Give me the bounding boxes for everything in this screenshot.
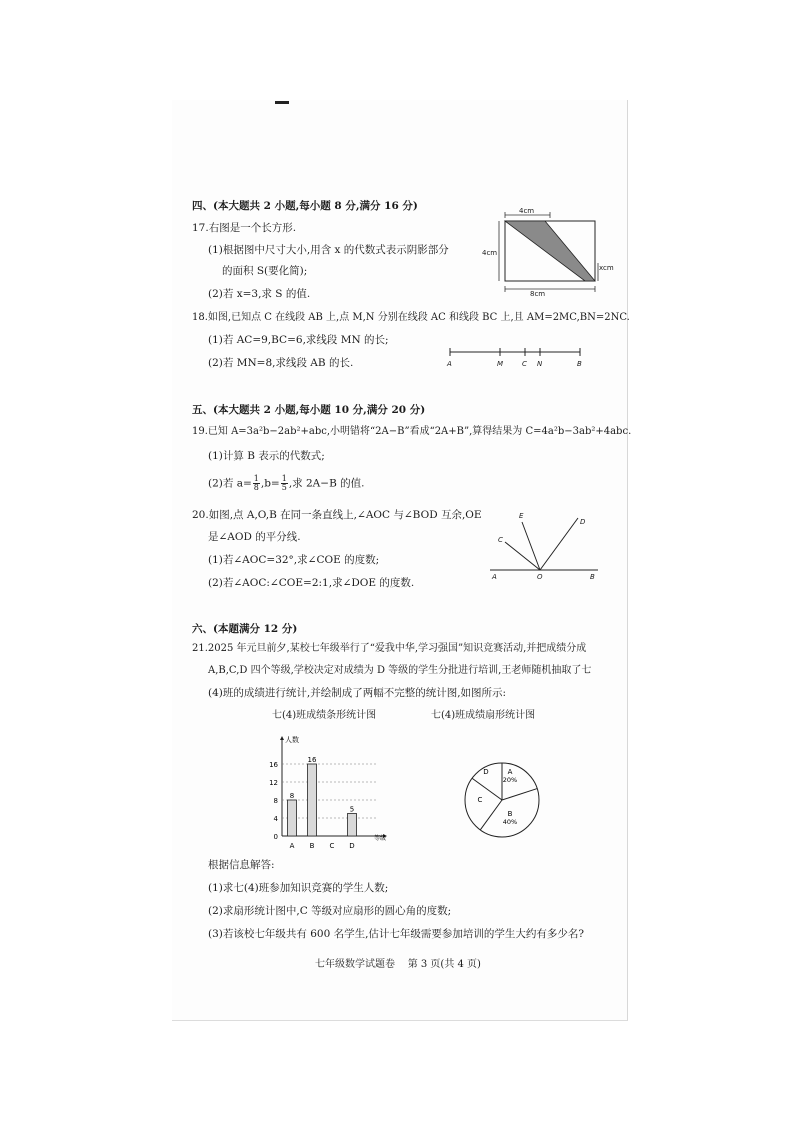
q21-part1: (1)求七(4)班参加知识竞赛的学生人数; <box>208 882 389 894</box>
q20-point-b: B <box>590 573 595 581</box>
x-tick-label: B <box>309 842 315 850</box>
y-axis-arrow <box>280 736 284 740</box>
q21-line3: (4)班的成绩进行统计,并绘制成了两幅不完整的统计图,如图所示: <box>208 687 507 699</box>
q18-point-a: A <box>447 360 452 368</box>
q18-point-b: B <box>577 360 582 368</box>
section-4-header: 四、(本大题共 2 小题,每小题 8 分,满分 16 分) <box>192 200 418 212</box>
q20-point-a: A <box>492 573 497 581</box>
q20-part1: (1)若∠AOC=32°,求∠COE 的度数; <box>208 554 380 566</box>
pie-chart-title: 七(4)班成绩扇形统计图 <box>431 710 536 721</box>
q17-label-left: 4cm <box>482 249 498 257</box>
y-tick-label: 4 <box>273 815 278 823</box>
q18-point-c: C <box>522 360 527 368</box>
bar-value-label: 5 <box>349 805 355 814</box>
q18-point-n: N <box>537 360 543 368</box>
q20-angle-figure <box>488 510 603 580</box>
q21-line2: A,B,C,D 四个等级,学校决定对成绩为 D 等级的学生分批进行培训,王老师随机抽取了七 <box>208 665 592 676</box>
bar-value-label: 16 <box>307 756 317 764</box>
y-tick-label: 8 <box>273 797 278 805</box>
q21-part3: (3)若该校七年级共有 600 名学生,估计七年级需要参加培训的学生大约有多少名? <box>208 928 585 940</box>
q17-label-top: 4cm <box>519 207 535 215</box>
q18-part2: (2)若 MN=8,求线段 AB 的长. <box>208 357 354 369</box>
q21-part2: (2)求扇形统计图中,C 等级对应扇形的圆心角的度数; <box>208 905 452 917</box>
bar-value-label: 8 <box>289 792 295 800</box>
q19-a-numerator: 1 <box>253 474 259 483</box>
q17-label-right: xcm <box>599 264 614 272</box>
x-tick-label: A <box>289 842 295 850</box>
q20-stem-line2: 是∠AOD 的平分线. <box>208 531 301 543</box>
q20-point-c: C <box>498 536 503 544</box>
x-axis-label: 等级 <box>374 835 387 842</box>
q19-fraction-b <box>281 475 288 492</box>
q20-point-d: D <box>580 518 586 526</box>
q19-part2-mid: ,b= <box>260 477 280 490</box>
q19-part2 <box>208 475 364 492</box>
pie-slice-C-label: C <box>477 796 483 804</box>
pie-chart <box>460 758 544 842</box>
pie-slice-A-label: A <box>507 768 513 776</box>
pie-slice-D-label: D <box>483 768 489 776</box>
pie-slice-boundary <box>502 789 537 800</box>
q21-ask: 根据信息解答: <box>208 859 275 871</box>
pie-slice-B-percent: 40% <box>502 818 518 826</box>
q20-point-e: E <box>519 512 524 520</box>
q17-label-bottom: 8cm <box>530 290 546 298</box>
pie-slice-boundary <box>480 800 502 830</box>
q19-b-numerator: 1 <box>281 474 287 483</box>
q19-a-denominator: 8 <box>253 483 259 492</box>
bar-chart-title: 七(4)班成绩条形统计图 <box>272 710 377 721</box>
y-tick-label: 12 <box>269 779 278 787</box>
bar-A <box>288 800 297 836</box>
q19-part2-pre: (2)若 a= <box>208 477 252 490</box>
q18-point-m: M <box>497 360 504 368</box>
section-6-header: 六、(本题满分 12 分) <box>192 623 298 635</box>
q19-part2-post: ,求 2A−B 的值. <box>288 477 365 490</box>
q18-segment-figure <box>448 346 588 358</box>
pie-slice-B-label: B <box>507 810 513 818</box>
q20-stem: 20.如图,点 A,O,B 在同一条直线上,∠AOC 与∠BOD 互余,OE <box>192 509 482 521</box>
x-tick-label: C <box>329 842 335 850</box>
bar-chart <box>262 728 392 858</box>
bar-D <box>348 814 357 837</box>
pie-slice-boundary <box>472 778 502 800</box>
x-tick-label: D <box>349 842 355 850</box>
q20-point-o: O <box>537 573 543 581</box>
scan-mark <box>275 101 289 104</box>
page-footer: 七年级数学试题卷 第 3 页(共 4 页) <box>315 959 481 970</box>
q19-b-denominator: 5 <box>281 483 287 492</box>
q19-stem: 19.已知 A=3a²b−2ab²+abc,小明错将“2A−B”看成“2A+B”,算得结果为 C=4a²b−3ab²+4abc. <box>192 426 632 437</box>
pie-slice-A-percent: 20% <box>502 776 518 784</box>
y-axis-label: 人数 <box>285 736 299 744</box>
q17-part1-line1: (1)根据图中尺寸大小,用含 x 的代数式表示阴影部分 <box>208 244 449 256</box>
q18-part1: (1)若 AC=9,BC=6,求线段 MN 的长; <box>208 334 389 346</box>
q20-part2: (2)若∠AOC:∠COE=2:1,求∠DOE 的度数. <box>208 577 415 589</box>
section-5-header: 五、(本大题共 2 小题,每小题 10 分,满分 20 分) <box>192 404 426 416</box>
q19-fraction-a <box>253 475 260 492</box>
q17-rectangle-figure <box>490 205 610 300</box>
y-tick-label: 0 <box>273 833 278 841</box>
q21-line1: 21.2025 年元旦前夕,某校七年级举行了“爱我中华,学习强国”知识竞赛活动,并把成绩分成 <box>192 643 587 654</box>
y-tick-label: 16 <box>269 761 278 769</box>
q19-part1: (1)计算 B 表示的代数式; <box>208 450 325 462</box>
q17-stem: 17.右图是一个长方形. <box>192 222 297 234</box>
bar-B <box>308 764 317 836</box>
q17-part2: (2)若 x=3,求 S 的值. <box>208 288 311 300</box>
q18-stem: 18.如图,已知点 C 在线段 AB 上,点 M,N 分别在线段 AC 和线段 BC 上,且 AM=2MC,BN=2NC. <box>192 312 630 323</box>
q17-part1-line2: 的面积 S(要化简); <box>222 265 308 277</box>
